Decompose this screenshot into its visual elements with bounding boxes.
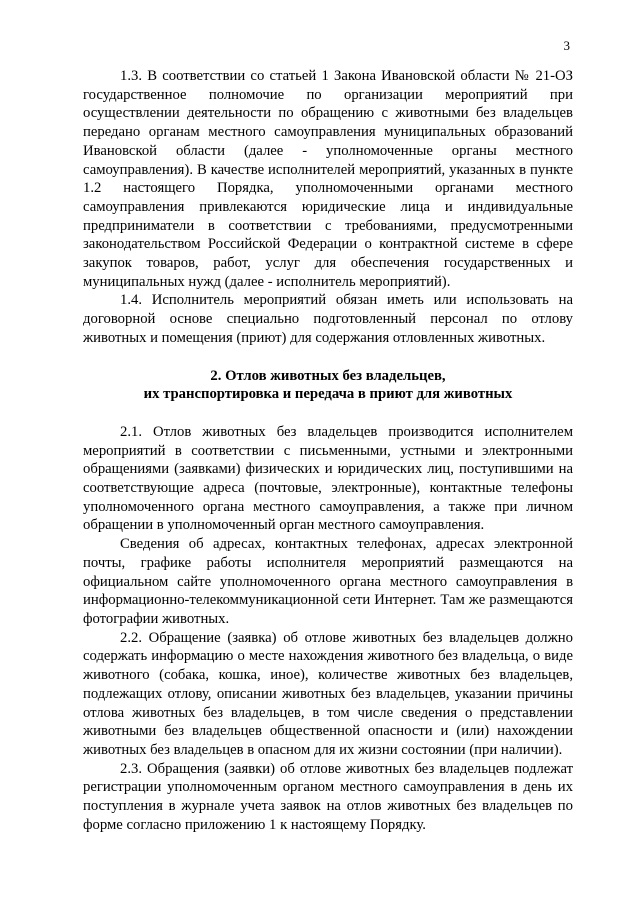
paragraph-2-2: 2.2. Обращение (заявка) об отлове животных без владельцев должно содержать информацию о месте нахождения животного без владельца, о виде животного (собака, кошка, иное), количестве животных без владельцев, подлежащих отлову, описании животных без владельцев, указании причины отлова животных без владельцев, в том числе сведения о представлении животными без владельцев общественной опасности и (или) нахождении животных без владельцев в опасном для их жизни состоянии (при наличии). <box>83 629 573 758</box>
paragraph-1-3: 1.3. В соответствии со статьей 1 Закона Ивановской области № 21-ОЗ государственное полномочие по организации мероприятий при осуществлении деятельности по обращению с животными без владельцев передано органам местного самоуправления муниципальных образований Ивановской области (далее - уполномоченные органы местного самоуправления). В качестве исполнителей мероприятий, указанных в пункте 1.2 настоящего Порядка, уполномоченными органами местного самоуправления привлекаются юридические лица и индивидуальные предприниматели в соответствии с требованиями, предусмотренными законодательством Российской Федерации о контрактной системе в сфере закупок товаров, работ, услуг для обеспечения государственных и муниципальных нужд (далее - исполнитель мероприятий). <box>83 68 573 290</box>
section-2-heading-line-2: их транспортировка и передача в приют для животных <box>143 386 513 403</box>
document-body <box>83 67 573 834</box>
section-2-heading-line-1: 2. Отлов животных без владельцев, <box>210 367 446 384</box>
paragraph-2-1: 2.1. Отлов животных без владельцев производится исполнителем мероприятий в соответствии с письменными, устными и электронными обращениями (заявками) физических и юридических лиц, поступившими на соответствующие адреса (почтовые, электронные), контактные телефоны уполномоченного органа местного самоуправления, а также при личном обращении в уполномоченный орган местного самоуправления. <box>83 423 573 534</box>
paragraph-2-1-contacts: Сведения об адресах, контактных телефонах, адресах электронной почты, графике работы исполнителя мероприятий размещаются на официальном сайте уполномоченного органа местного самоуправления в информационно-телекоммуникационной сети Интернет. Там же размещаются фотографии животных. <box>83 536 573 627</box>
page-number: 3 <box>563 38 570 53</box>
section-2-heading <box>83 367 573 404</box>
paragraph-2-3: 2.3. Обращения (заявки) об отлове животных без владельцев подлежат регистрации уполномоченным органом местного самоуправления в день их поступления в журнале учета заявок на отлов животных без владельцев по форме согласно приложению 1 к настоящему Порядку. <box>83 760 573 833</box>
paragraph-1-4: 1.4. Исполнитель мероприятий обязан иметь или использовать на договорной основе специально подготовленный персонал по отлову животных и помещения (приют) для содержания отловленных животных. <box>83 292 573 346</box>
